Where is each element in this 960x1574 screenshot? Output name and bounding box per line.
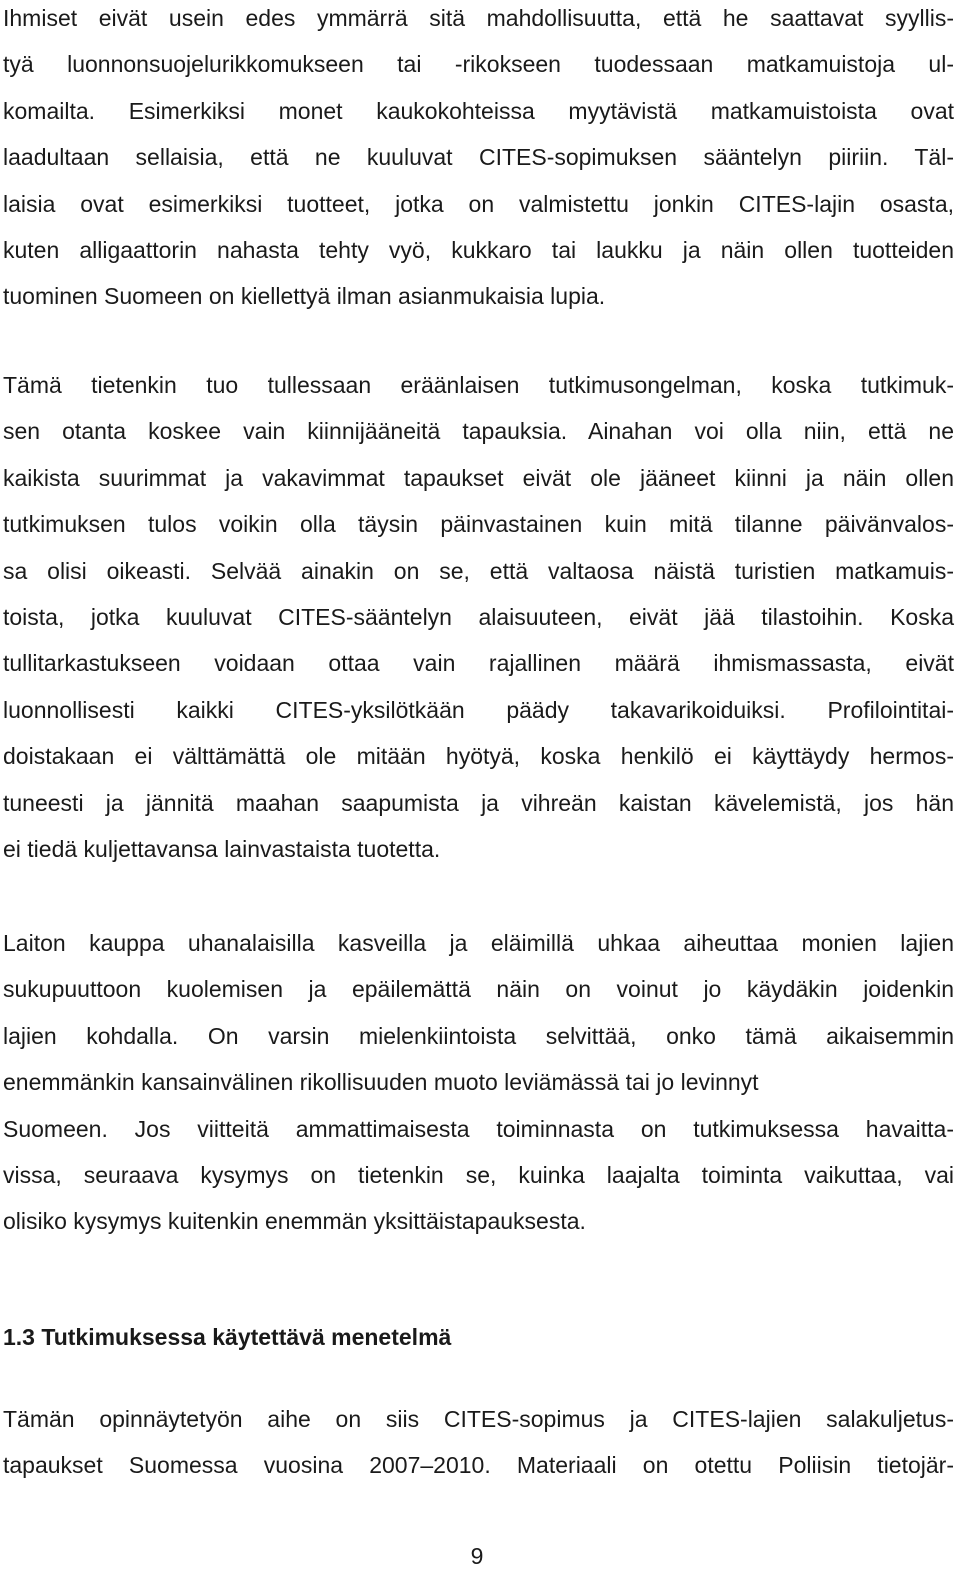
paragraph-line: tyä luonnonsuojelurikkomukseen tai -rikokseen tuodessaan matkamuistoja ul- [3,51,954,78]
paragraph-line: lajien kohdalla. On varsin mielenkiintoista selvittää, onko tämä aikaisemmin [3,1022,954,1049]
paragraph-line: enemmänkin kansainvälinen rikollisuuden muoto leviämässä tai jo levinnyt [3,1069,759,1096]
paragraph-line: tuneesti ja jännitä maahan saapumista ja vihreän kaistan kävelemistä, jos hän [3,789,954,816]
paragraph-line: tapaukset Suomessa vuosina 2007–2010. Materiaali on otettu Poliisin tietojär- [3,1452,954,1479]
paragraph-line: laadultaan sellaisia, että ne kuuluvat CITES-sopimuksen sääntelyn piiriin. Täl- [3,144,954,171]
page-number: 9 [470,1543,484,1569]
paragraph-line: kaikista suurimmat ja vakavimmat tapaukset eivät ole jääneet kiinni ja näin ollen [3,464,954,491]
paragraph-4 [3,1396,954,1489]
paragraph-1 [3,0,954,320]
paragraph-line: Tämä tietenkin tuo tullessaan eräänlaisen tutkimusongelman, koska tutkimuk- [3,372,954,398]
paragraph-line: Suomeen. Jos viitteitä ammattimaisesta toiminnasta on tutkimuksessa havaitta- [3,1115,954,1142]
paragraph-line: Tämän opinnäytetyön aihe on siis CITES-sopimus ja CITES-lajien salakuljetus- [3,1406,954,1432]
paragraph-line: luonnollisesti kaikki CITES-yksilötkään päädy takavarikoiduiksi. Profilointitai- [3,696,954,723]
paragraph-line: komailta. Esimerkiksi monet kaukokohteissa myytävistä matkamuistoista ovat [3,97,954,124]
paragraph-line: tullitarkastukseen voidaan ottaa vain rajallinen määrä ihmismassasta, eivät [3,650,954,677]
paragraph-line: vissa, seuraava kysymys on tietenkin se, kuinka laajalta toiminta vaikuttaa, vai [3,1161,954,1188]
paragraph-3 [3,920,954,1245]
paragraph-line: sukupuuttoon kuolemisen ja epäilemättä näin on voinut jo käydäkin joidenkin [3,976,954,1003]
paragraph-line: ei tiedä kuljettavansa lainvastaista tuotetta. [3,835,441,862]
paragraph-line: doistakaan ei välttämättä ole mitään hyötyä, koska henkilö ei käyttäydy hermos- [3,743,954,770]
paragraph-line: kuten alligaattorin nahasta tehty vyö, kukkaro tai laukku ja näin ollen tuotteiden [3,236,954,263]
paragraph-2 [3,362,954,872]
paragraph-line: sa olisi oikeasti. Selvää ainakin on se, että valtaosa näistä turistien matkamuis- [3,557,954,584]
paragraph-line: Ihmiset eivät usein edes ymmärrä sitä mahdollisuutta, että he saattavat syyllis- [3,5,954,31]
section-heading: 1.3 Tutkimuksessa käytettävä menetelmä [3,1324,452,1350]
paragraph-line: Laiton kauppa uhanalaisilla kasveilla ja eläimillä uhkaa aiheuttaa monien lajien [3,930,954,956]
paragraph-line: sen otanta koskee vain kiinnijääneitä tapauksia. Ainahan voi olla niin, että ne [3,418,954,445]
paragraph-line: olisiko kysymys kuitenkin enemmän yksittäistapauksesta. [3,1208,586,1235]
paragraph-line: tutkimuksen tulos voikin olla täysin päinvastainen kuin mitä tilanne päivänvalos- [3,511,954,538]
paragraph-line: toista, jotka kuuluvat CITES-sääntelyn alaisuuteen, eivät jää tilastoihin. Koska [3,603,954,630]
paragraph-line: laisia ovat esimerkiksi tuotteet, jotka on valmistettu jonkin CITES-lajin osasta, [3,190,954,217]
paragraph-line: tuominen Suomeen on kiellettyä ilman asianmukaisia lupia. [3,283,606,310]
